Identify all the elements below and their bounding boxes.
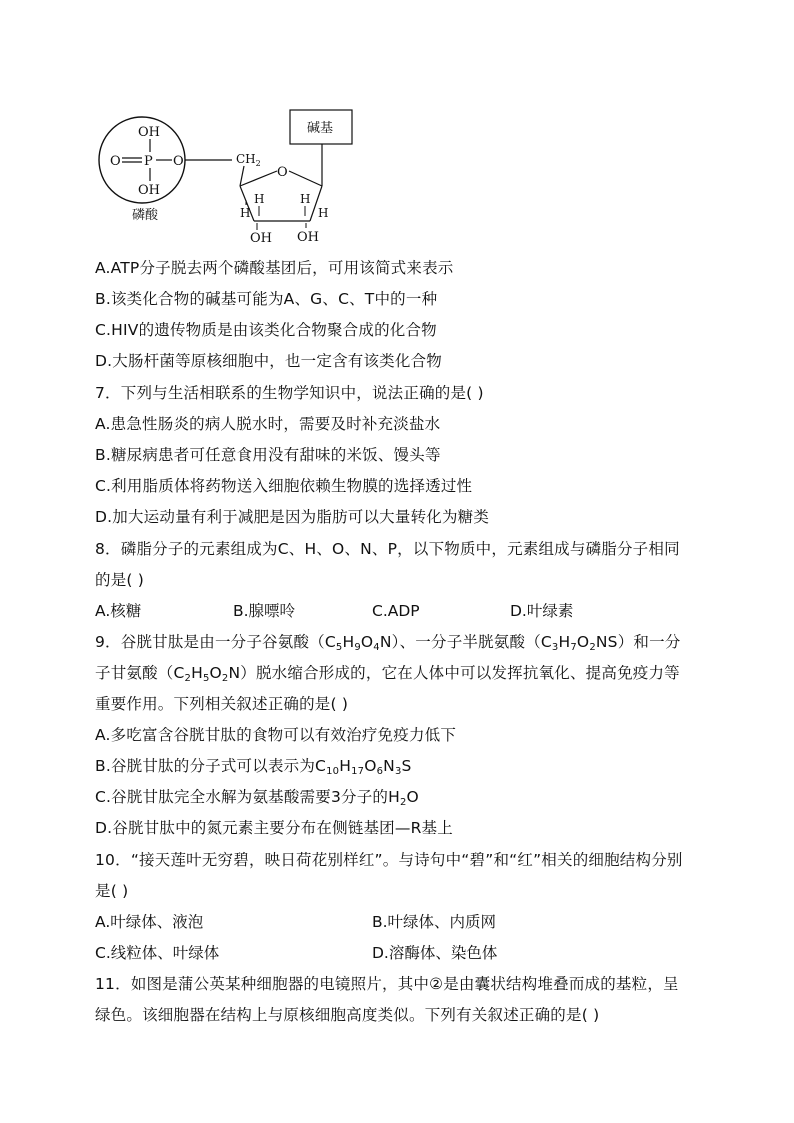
q8-option-d: D.叶绿素 (510, 602, 574, 620)
q7-option-d: D.加大运动量有利于减肥是因为脂肪可以大量转化为糖类 (95, 508, 490, 526)
q9-option-a: A.多吃富含谷胱甘肽的食物可以有效治疗免疫力低下 (95, 726, 457, 744)
q6-option-d: D.大肠杆菌等原核细胞中，也一定含有该类化合物 (95, 352, 442, 370)
oh-c3: OH (297, 230, 319, 245)
q10-option-a: A.叶绿体、液泡 (95, 913, 204, 931)
h-c4: H (318, 206, 329, 220)
q9-option-c: C.谷胱甘肽完全水解为氨基酸需要3分子的$H_2O$ (95, 788, 419, 808)
q8-option-a: A.核糖 (95, 602, 142, 620)
phosphate-oh-top: OH (138, 125, 160, 140)
q7-stem: 7．下列与生活相联系的生物学知识中，说法正确的是( ) (95, 384, 484, 402)
phosphate-o-left: O (110, 154, 121, 169)
q9-stem-line1: 9．谷胱甘肽是由一分子谷氨酸$(C_5H_9O_4N)$、一分子半胱氨酸$(C_3H_7O_2NS)$和一分 (95, 633, 681, 653)
h-c1: H (240, 206, 251, 220)
q8-option-b: B.腺嘌呤 (233, 602, 296, 620)
phosphate-label: 磷酸 (132, 208, 159, 223)
oh-c2: OH (250, 231, 272, 246)
q9-option-b: B.谷胱甘肽的分子式可以表示为$C_{10}H_{17}O_6N_3S$ (95, 757, 412, 777)
q10-option-b: B.叶绿体、内质网 (372, 913, 497, 931)
h-c3: H (300, 192, 311, 206)
q11-stem-line2: 绿色。该细胞器在结构上与原核细胞高度类似。下列有关叙述正确的是( ) (95, 1006, 600, 1024)
base-label: 碱基 (307, 121, 334, 136)
phosphate-o-right: O (173, 154, 184, 169)
q7-option-a: A.患急性肠炎的病人脱水时，需要及时补充淡盐水 (95, 415, 441, 433)
q8-stem-line1: 8．磷脂分子的元素组成为C、H、O、N、P，以下物质中，元素组成与磷脂分子相同 (95, 540, 680, 558)
h-c2: H (254, 192, 265, 206)
ch2-label: $CH_2$ (236, 152, 261, 168)
q8-option-c: C.ADP (372, 602, 420, 620)
ring-o: O (277, 165, 288, 180)
q10-stem-line1: 10．“接天莲叶无穷碧，映日荷花别样红”。与诗句中“碧”和“红”相关的细胞结构分别 (95, 851, 683, 869)
phosphate-p: P (144, 154, 153, 169)
q10-stem-line2: 是( ) (95, 882, 129, 900)
q7-option-b: B.糖尿病患者可任意食用没有甜味的米饭、馒头等 (95, 446, 441, 464)
q6-option-a: A.ATP分子脱去两个磷酸基团后，可用该简式来表示 (95, 259, 454, 277)
q10-option-d: D.溶酶体、染色体 (372, 944, 498, 962)
q11-stem-line1: 11．如图是蒲公英某种细胞器的电镜照片，其中②是由囊状结构堆叠而成的基粒，呈 (95, 975, 679, 993)
q6-option-c: C.HIV的遗传物质是由该类化合物聚合成的化合物 (95, 321, 437, 339)
q10-option-c: C.线粒体、叶绿体 (95, 944, 220, 962)
q9-stem-line3: 重要作用。下列相关叙述正确的是( ) (95, 695, 349, 713)
q7-option-c: C.利用脂质体将药物送入细胞依赖生物膜的选择透过性 (95, 477, 473, 495)
phosphate-oh-bottom: OH (138, 183, 160, 198)
q9-stem-line2: 子甘氨酸$(C_2H_5O_2N)$脱水缩合形成的，它在人体中可以发挥抗氧化、提高免疫力等 (95, 664, 680, 684)
nucleotide-structure-diagram (92, 104, 372, 254)
q8-stem-line2: 的是( ) (95, 571, 145, 589)
q6-option-b: B.该类化合物的碱基可能为A、G、C、T中的一种 (95, 290, 438, 308)
q9-option-d: D.谷胱甘肽中的氮元素主要分布在侧链基团—R基上 (95, 819, 453, 837)
